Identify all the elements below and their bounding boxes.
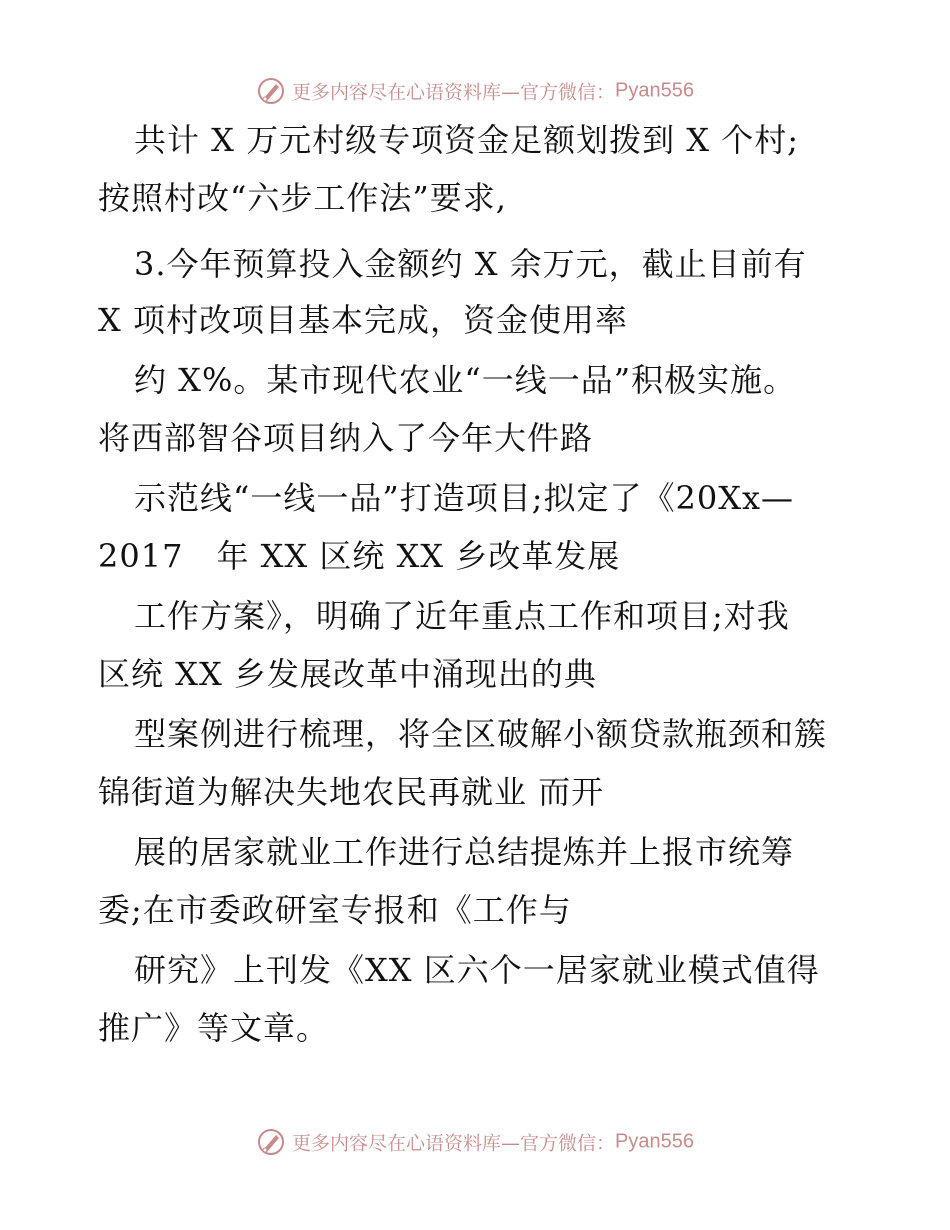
- watermark-text: 更多内容尽在心语资料库—官方微信：: [292, 1132, 616, 1155]
- watermark-text: 更多内容尽在心语资料库—官方微信：: [292, 81, 616, 104]
- body-line: 推广》等文章。: [98, 1009, 330, 1047]
- body-line: 区统 XX 乡发展改革中涌现出的典: [98, 655, 597, 693]
- footer-watermark: [0, 1127, 950, 1157]
- body-line: X 项村改项目基本完成，资金使用率: [98, 301, 628, 339]
- body-line: 共计 X 万元村级专项资金足额划拨到 X 个村;: [134, 121, 800, 159]
- watermark-handle: Pyan556: [615, 79, 694, 102]
- body-line: 按照村改“六步工作法”要求,: [98, 179, 507, 217]
- body-line: 将西部智谷项目纳入了今年大件路: [98, 419, 594, 457]
- body-line: 工作方案》，明确了近年重点工作和项目;对我: [134, 597, 790, 635]
- body-line: 研究》上刊发《XX 区六个一居家就业模式值得: [134, 951, 820, 989]
- body-line: 委;在市委政研室专报和《工作与: [98, 891, 572, 929]
- watermark-handle: Pyan556: [615, 1130, 694, 1153]
- body-line: 锦街道为解决失地农民再就业 而开: [98, 773, 605, 811]
- body-line: 2017 年 XX 区统 XX 乡改革发展: [98, 537, 621, 575]
- pen-seal-logo-icon: [256, 76, 286, 106]
- body-line: 展的居家就业工作进行总结提炼并上报市统筹: [134, 833, 795, 871]
- pen-seal-logo-icon: [256, 1127, 286, 1157]
- header-watermark: [0, 76, 950, 106]
- body-line: 型案例进行梳理，将全区破解小额贷款瓶颈和簇: [134, 715, 828, 753]
- body-line: 约 X%。某市现代农业“一线一品”积极实施。: [134, 361, 797, 399]
- body-line: 示范线“一线一品”打造项目;拟定了《20Xx—: [134, 479, 795, 517]
- body-line: 3.今年预算投入金额约 X 余万元，截止目前有: [134, 245, 807, 283]
